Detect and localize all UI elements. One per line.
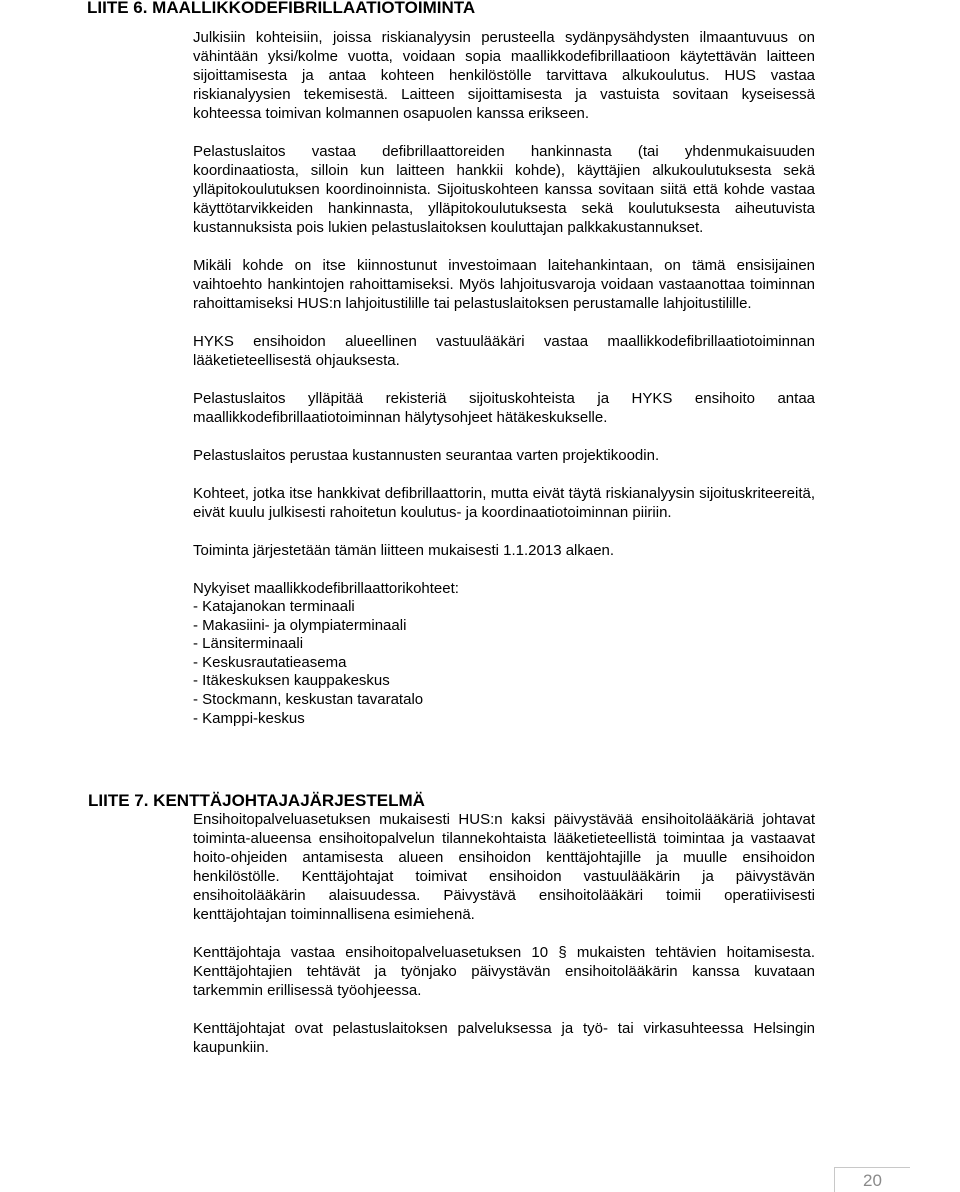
liite6-paragraph: Kohteet, jotka itse hankkivat defibrillaattorin, mutta eivät täytä riskianalyysin sijoituskriteereitä, eivät kuulu julkisesti rahoitetun koulutus- ja koordinaatiotoiminnan piiriin.: [193, 485, 815, 521]
liite7-section: [193, 810, 815, 1057]
liite7-paragraph: Ensihoitopalveluasetuksen mukaisesti HUS:n kaksi päivystävää ensihoitolääkäriä johtavat toiminta-alueensa ensihoitopalvelun tilannekohtaista lääketieteellistä toimintaa ja vastaavat hoito-ohjeiden antamisesta alueen ensihoidon kenttäjohtajille ja muulle ensihoidon henkilöstölle. Kenttäjohtajat toimivat ensihoidon vastuulääkärin ja päivystävän ensihoitolääkärin alaisuudessa. Päivystävä ensihoitolääkäri toimii operatiivisesti kenttäjohtajan toiminnallisena esimiehenä.: [193, 811, 815, 923]
list-item: - Länsiterminaali: [193, 635, 304, 653]
defibrillator-sites-list: [193, 598, 815, 728]
list-item: - Katajanokan terminaali: [193, 598, 355, 615]
page-number: 20: [863, 1171, 882, 1190]
liite6-paragraph: Pelastuslaitos ylläpitää rekisteriä sijoituskohteista ja HYKS ensihoito antaa maallikkodefibrillaatiotoiminnan hälytysohjeet hätäkeskukselle.: [193, 390, 815, 426]
liite6-paragraph: Pelastuslaitos vastaa defibrillaattoreiden hankinnasta (tai yhdenmukaisuuden koordinaatiosta, silloin kun laitteen hankkii kohde), käyttäjien alkukoulutuksesta sekä ylläpitokoulutuksen koordinoinnista. Sijoituskohteen kanssa sovitaan siitä että kohde vastaa käyttötarvikkeiden hankinnasta, ylläpitokoulutuksesta sekä koulutuksesta aiheutuvista kustannuksista pois lukien pelastuslaitoksen kouluttajan palkkakustannukset.: [193, 143, 815, 236]
liite6-paragraph: Julkisiin kohteisiin, joissa riskianalyysin perusteella sydänpysähdysten ilmaantuvuus on vähintään yksi/kolme vuotta, voidaan sopia maallikkodefibrillaatioon käytettävän laitteen sijoittamisesta ja antaa kohteen henkilöstölle tarvittava alkukoulutus. HUS vastaa riskianalyysien tekemisestä. Laitteen sijoittamisesta ja vastuista sovitaan kyseisessä kohteessa toimivan kolmannen osapuolen kanssa erikseen.: [193, 29, 815, 122]
liite6-paragraph: HYKS ensihoidon alueellinen vastuulääkäri vastaa maallikkodefibrillaatiotoiminnan lääketieteellisestä ohjauksesta.: [193, 333, 815, 369]
list-item: - Kamppi-keskus: [193, 709, 305, 727]
liite6-heading: LIITE 6. MAALLIKKODEFIBRILLAATIOTOIMINTA: [87, 0, 476, 17]
list-item: - Makasiini- ja olympiaterminaali: [193, 616, 407, 634]
list-item: - Stockmann, keskustan tavaratalo: [193, 690, 424, 708]
liite7-paragraph: Kenttäjohtaja vastaa ensihoitopalveluasetuksen 10 § mukaisten tehtävien hoitamisesta. Kenttäjohtajien tehtävät ja työnjako päivystävän ensihoitolääkärin kanssa kuvataan tarkemmin erillisessä työohjeessa.: [193, 944, 815, 999]
liite7-heading: LIITE 7. KENTTÄJOHTAJAJÄRJESTELMÄ: [88, 791, 425, 810]
liite7-paragraph: Kenttäjohtajat ovat pelastuslaitoksen palveluksessa ja työ- tai virkasuhteessa Helsingin kaupunkiin.: [193, 1020, 815, 1056]
list-item: - Itäkeskuksen kauppakeskus: [193, 672, 390, 690]
list-item: - Keskusrautatieasema: [193, 653, 347, 671]
liite6-paragraph: Toiminta järjestetään tämän liitteen mukaisesti 1.1.2013 alkaen.: [193, 542, 615, 559]
page-number-box: [834, 1167, 910, 1192]
defibrillator-sites-title: Nykyiset maallikkodefibrillaattorikohteet:: [193, 580, 459, 597]
liite6-paragraph: Pelastuslaitos perustaa kustannusten seurantaa varten projektikoodin.: [193, 447, 660, 464]
liite6-paragraph: Mikäli kohde on itse kiinnostunut investoimaan laitehankintaan, on tämä ensisijainen vaihtoehto hankintojen rahoittamiseksi. Myös lahjoitusvaroja voidaan vastaanottaa toiminnan rahoittamiseksi HUS:n lahjoitustilille tai pelastuslaitoksen perustamalle lahjoitustilille.: [193, 257, 815, 312]
liite6-section: [193, 28, 815, 728]
